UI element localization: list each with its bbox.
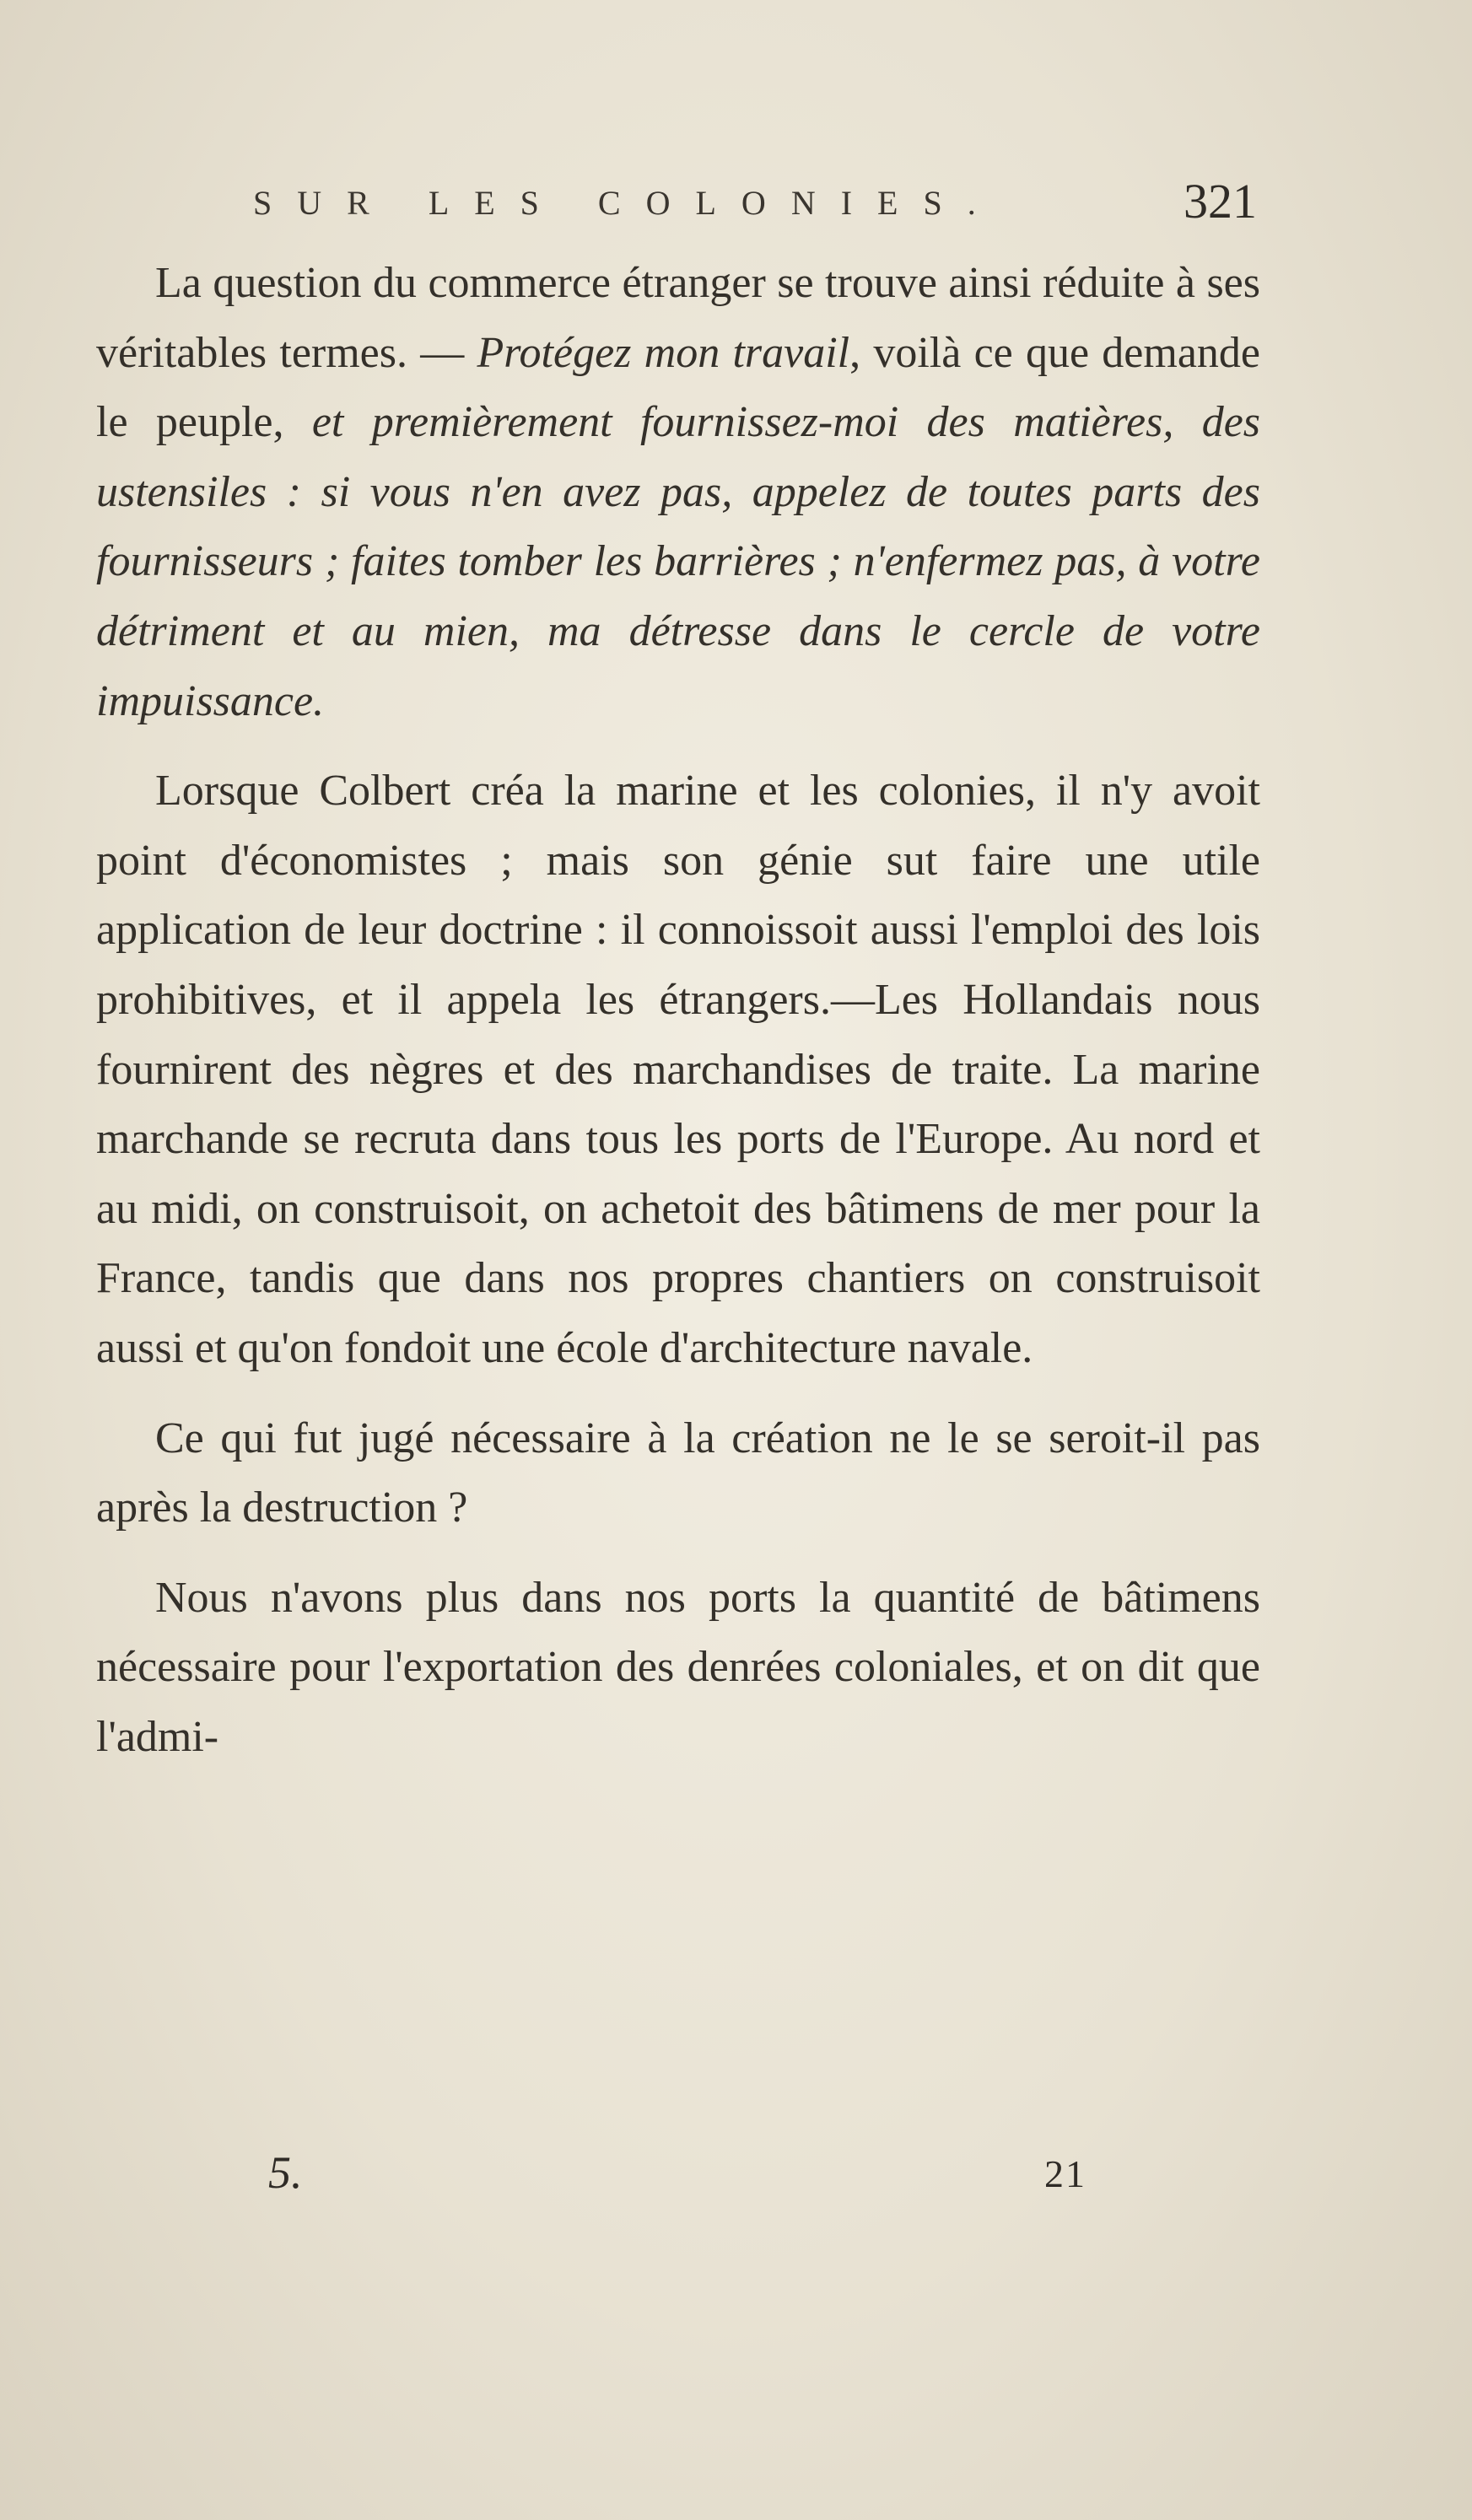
paragraph-2: Lorsque Colbert créa la marine et les colonies, il n'y avoit point d'économistes ; mais son génie sut faire une utile application de leur doctrine : il connoissoit aussi l'emploi des lois prohibitives, et il appela les étrangers.—Les Hollandais nous fournirent des nègres et des marchandises de traite. La marine marchande se recruta dans tous les ports de l'Europe. Au nord et au midi, on construisoit, on achetoit des bâtimens de mer pour la France, tandis que dans nos propres chantiers on construisoit aussi et qu'on fondoit une école d'architecture navale. — [96, 767, 1260, 1372]
sheet-number: 21 — [1044, 2152, 1086, 2195]
text-body — [96, 249, 1260, 1772]
paragraph-3: Ce qui fut jugé nécessaire à la création ne le se seroit-il pas après la destruction ? — [96, 1413, 1260, 1532]
running-title: SUR LES COLONIES. — [253, 184, 1001, 222]
signature-mark: 5. — [268, 2147, 303, 2198]
paragraph-1 — [96, 249, 1260, 736]
page-footer — [0, 2146, 1472, 2205]
paragraph-1-text: La question du commerce étranger se trouve ainsi réduite à ses véritables termes. — — [96, 259, 1260, 377]
page-number: 321 — [1184, 174, 1257, 229]
paragraph-1-italic-1: Protégez mon travail — [477, 328, 850, 377]
running-head — [253, 173, 1257, 232]
paragraph-1-text-2: , voilà ce que demande le peuple, — [96, 328, 1260, 447]
paragraph-4: Nous n'avons plus dans nos ports la quantité de bâtimens nécessaire pour l'exportation des denrées coloniales, et on dit que l'admi- — [96, 1573, 1260, 1761]
paragraph-1-italic-2: et premièrement fournissez-moi des matières, des ustensiles : si vous n'en avez pas, appelez de toutes parts des fournisseurs ; faites tomber les barrières ; n'enfermez pas, à votre détriment et au mien, ma détresse dans le cercle de votre impuissance. — [96, 398, 1261, 725]
